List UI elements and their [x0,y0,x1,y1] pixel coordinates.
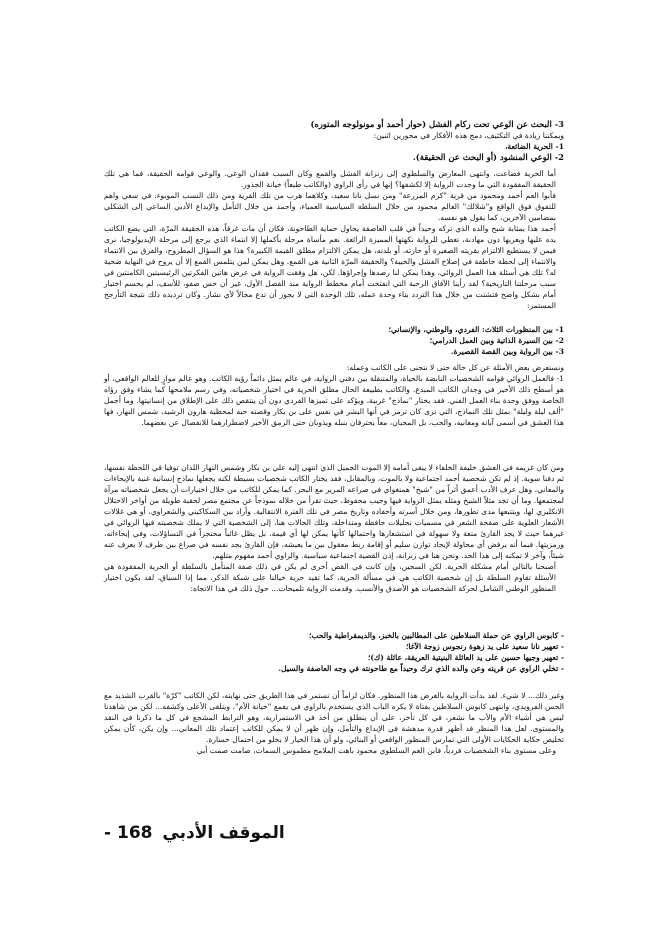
list-item: - تعهير وجيها حسين على يد العائلة البنيتية العريقة، عائلة (ك)؛ [367,653,564,662]
paragraph: وعلى مستوى بناء الشخصيات فردياً، فابن العم السلطوي محمود باهت الملامح مطموس السمات، صامت صمت أبي [196,746,556,755]
list-item: 2- بين السيرة الذاتية وبين العمل الدرامي؛ [429,336,564,345]
paragraph: وغير ذلك... لا شيء. لقد بدأت الرواية بالغرض هذا المنظور. فكان لزاماً أن تستمر في هذا الطريق حتى نهايته، لكن الكاتب "كرّة" بالقرب الشديد مع الحس الفرويدي، وانتهى كابوس السلاطين بفتاة لا يكره الباب الذي يستخدم بالراوي في يقمع "خيانة الأم". ويتلقى الأعلى وكشفه... لكن من شاهدنا ليس هي أشياء الأم والأب ما نشعر، في كل تأخر، على أن ينطلق من أخذ في الاستمرارية، وهو الترابط المشجع في كل ما ذكرنا في النقد والمستوى. لعل هذا المنظر قد أظهر قدرة مدهشة في الإبداع والتأمل، وإن ظهر أن لا يمكن للكاتب إعتماد تلك المعاني... وإن يكن، كأن يمكن تخليص حكاية الحكايات الأولى التي تمارس المنظور الواقعي أو البنائي، ولو أن هذا الخيار لا يخلو من احتمال خسارة. [104,691,564,744]
paragraph: فأبوا العم أحمد ومحمود من قرية "كرم المزرعة" ومن نسل نانا سعيد، وكلاهما هرب من تلك القرية ومن ذلك النسب الموبوء، في سعي واهم للتفوق فوق الواقع و"شلالك" العالم محمود من خلال السلطة السياسية العمياء، وأحمد من خلال التأمل والإبداع الأدبي الساعي إلى الشكلي بمضامين الآخرين، كما يقول هو نفسه. [104,191,556,222]
list-item: - تخلي الراوي عن قريته وعن والده الذي ترك وحيداً مع طاحونته في وجه العاصفة والسيل. [278,664,564,673]
page-number: 168 - [104,823,153,843]
paragraph: أصبحنا بالتالي أمام مشكلة الحرية. لكن السجين، وإن كانت في القص أخرى لم يكن في ذلك صفة المتأمل بالسلطة أو الحرية المفقودة هي الأسئلة تقاوم السلطة بل إن شخصية الكاتب هي في مسألة الحرية، كما تقيد حرية خيالنا على شبكة الذكر. مما إذا السياق، لقد يكون اختيار المنظور الوطني الشامل لحركة الشخصيات هو الأصدق والأنسب. وقدمت الرواية تلميحات... حول ذلك في هذا الاتجاه: [104,562,556,593]
list-item: 1- بين المنظورات الثلاث: الفردي، والوطني، والإنساني؛ [388,325,564,334]
list-item: 3- بين الرواية وبين القصة القصيرة. [450,347,564,356]
paragraph: 1- فالعمل الروائي قوامه الشخصيات النابضة بالحياة، والمتنقلة بين دفتي الرواية، في عالم يمثل دائماً رؤية الكاتب. وهو عالم موازٍ للعالم الواقعي، أو هو أسطح ذلك الأخير في وجدان الكاتب المبدع. والكاتب بطبيعة الحال مطلق الحرية في اختيار شخصياته، وفي رسم ملامحها كما يشاء وفق رؤاه الخاصة ووفق وحدة بناء العمل الفني. فقد يختار "نماذج" غريبة، ويؤكد على تميزها الفردي دون أن ينتقص ذلك على الإطلاق من إنسانيتها. وما أجمل "ألف ليلة وليلة" بمثل تلك النماذج، التي نرى كان ترمز في أنها البشر في نفس على بن بكار وقصته حبه لمحظية هارون الرشيد، شمس النهار، فها هذا العشق في أسمى آياته ومعانيه، والحب، بل المحبان، معاً يحترقان بنبله ويذوبان حتى الرمق الأخير لاضطرارهما للانفصال عن بعضهما. [104,374,564,427]
page-footer [104,822,285,844]
section-item: 2- الوعي المنشود (أو البحث عن الحقيقة). [412,152,564,162]
paragraph: ونستعرض بعض الأمثلة عن كل حالة حتى لا نتجنى على الكاتب وعمله: [346,363,564,372]
paragraph: ومن كان غريمه في العشق خليفة الخلفاء لا يبقى أمامه إلا الموت الجميل الذي انتهى إليه علي بن بكار وشمس النهار اللذان توفيا في اللحظة نفسها، ثم دفنا سوية. إذ لم تكن شخصية أحمد اجتماعية ولا بالموت، وبالمقابل، فقد يختار الكاتب شخصيات بسيطة لكنه يجعلها نماذج إنسانية غنية بالإيحاءات والمعاني، وهل عرف الأدب أعمق أثراً من "شيخ" همنغواي في صراعه المرير مع البحر. كما يمكن للكاتب من خلال اختيارات أن يجعل شخصياته مرآة لمجتمعها. وما أن تجد مثلاً الشيخ ومثله يمثل الرواية فيها وجيب محفوظ، حيث تقرأ من خلاله نموذجاً عن مجتمع مصر لحقبة طويلة من أواخر الاحتلال الانكليزي لها، ويتتبعها مدى تطورها، ومن خلال أسرته وأحفاده وتاريخ مصر في تلك الفترة الانتقالية. وأراد بين السكاكيني والشعراوي، أو هي غلالات الأشعار العلوية على صفحة الشعر في مسميات تحليلات حافظة ومتداخلة، وتلك الحالات هنا، إلى الشخصية التي لا يملك شخصيته فيها الروائي في غيرهما حيث لا يجد القارئ متعة ولا سهولة في استشعارها واحتمالها كأنها يمكن لها أي قيمة، بل يظل غائباً محتجزاً في التساؤلات، وفي إيحاءاته، ورمزيتها. فبما أنه يرفض أي محاولة لإيجاد توازن سليم أو إقامة ربط معقول بين ما يعيشه، فإن القارئ يجد نفسه في صراع بين طرف لا يعرف عنه شيئاً، وآخر لا تمكنه إلى هذا الحد. ونحن هنا في زنزانة، إذن القضية اجتماعية سياسية. والراوي أحمد مفهوم متلهم. [104,463,564,560]
paragraph: أما الحرية فضاعت، وانتهى المعارض والسلطوي إلى زنزانة الفشل والقمع وكان السبب فقدان الوعي. والوعي قوامه الحقيقة، فما هي تلك الحقيقة المفقودة التي ما وجدت الرواية إلا لكشفها؟ إنها في رأي الراوي (والكاتب طبعاً) خيانة الجذور. [104,169,556,189]
list-item: - كابوس الراوي عن حملة السلاطين على المطالبين بالخبز، والديمقراطية والحب؛ [309,631,564,640]
body-text-end [104,690,564,756]
list-two [104,324,564,357]
list-item: - تعهير نانا سعيد على يد زهوة رنجوس زوجة الآغا؛ [405,642,564,651]
body-text-mid [104,362,564,428]
section-intro: ويمكننا زيادة في التكثيف، دمج هذه الأفكار في محورين اثنين: [373,131,564,140]
section-item: 1- الحرية الضائعة، [504,142,564,151]
section-heading-block [104,118,564,163]
body-text-top [104,168,564,311]
body-text-bottom [104,462,564,594]
magazine-name: الموقف الأدبي [162,823,285,843]
section-heading: 3- البحث عن الوعي تحت ركام الفشل (حوار أحمد أو مونولوجه المتوره) [310,119,564,129]
list-three [104,630,564,674]
paragraph: أحمد هذا بمثابة شبح والده الذي تركه وحيداً في قلب العاصفة يحاول حماية الطاحونة، فكان أن مات غرقاً، هذه الحقيقة المرّة، التي يضع الكاتب يده عليها ويعريها دون مهادنة، تعطي للرواية نكهتها المميزة الرائعة. نعم مأساة مرحلة بأكملها إلا انتماء الذي يرجع إلى مرحلة الإيديولوجيا، نرى فيمن لا يستطيع الالتزام بقريته الصغيرة أو حارته، أو بلدته، هل يمكن الالتزام مطلق القيمة الكبيرة؟ هذا هو السؤال المطروح، والفرق بين الانتماء والانتماء إلى لحظة خاطفة في إصلاح الفشل والخيبة؟ والحقيقة المرّة الثانية هي القمع. وهل يمكن لمن يتلمس القمع إلا أن يروح في النهاية ضحية له؟ تلك هي أسئلة هذا العمل الروائي، وهذا يمكن لنا رصدها وإجراؤها. لكن، هل وفقت الرواية في عرض هاتين الفكرتين الرئيسيتين الكامنتين في سبب مرحلتنا التاريخية؟ لقد رأينا الآفاق الرحبة التي انفتحت أمام مخطط الرواية منذ الفصل الأول، غير أن حس صفو، للأسف، لم يحسم اختيار أمام بشكل واضح فتشتت من خلال هذا التردد بناء وحدة عمله، تلك الوحدة التي لا يجوز أن تدع مجالاً لأي نشاز. وكان ترديده ذلك نتيجة التأرجح المستمر: [104,224,556,310]
